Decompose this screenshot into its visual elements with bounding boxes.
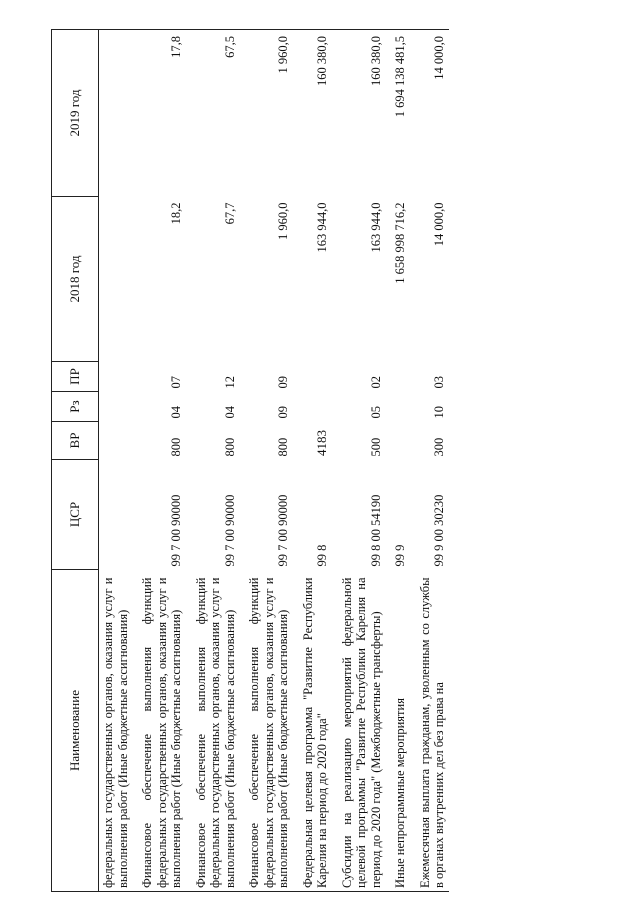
row-vr: 800 (222, 437, 237, 457)
row-pr (293, 362, 332, 392)
row-2019: 1 960,0 (239, 30, 293, 197)
row-name: Субсидии на реализацию мероприятий федеральной целевой программы "Развитие Республики Карелия на период до 2020 года" (Межбюджетные трансферты) (332, 570, 386, 892)
row-pr: 02 (368, 376, 383, 389)
table-row (132, 30, 186, 892)
row-2018: 18,2 (169, 202, 183, 225)
row-rz: 05 (368, 406, 383, 419)
row-rz: 10 (432, 406, 446, 419)
row-csr (99, 460, 133, 570)
row-2018: 67,7 (222, 202, 237, 225)
header-name: Наименование (52, 570, 99, 892)
row-2018 (99, 197, 133, 362)
row-pr: 03 (432, 376, 446, 389)
row-rz (385, 392, 410, 422)
row-csr: 99 9 (393, 544, 407, 567)
row-2019 (99, 30, 133, 197)
row-pr (385, 362, 410, 392)
row-csr: 99 9 00 30230 (432, 494, 446, 567)
row-pr: 07 (169, 376, 183, 389)
row-rz (293, 392, 332, 422)
row-2019: 17,8 (132, 30, 186, 197)
row-rz (99, 392, 133, 422)
row-vr (99, 422, 133, 460)
row-pr (99, 362, 133, 392)
row-vr (385, 422, 410, 460)
row-2019: 160 380,0 (293, 30, 332, 197)
row-vr: 800 (169, 437, 183, 457)
row-vr: 300 (432, 437, 446, 457)
row-2018: 163 944,0 (315, 202, 329, 253)
row-2018: 163 944,0 (368, 202, 383, 253)
row-2019: 1 694 138 481,5 (385, 30, 410, 197)
row-2018: 1 960,0 (276, 202, 290, 240)
row-pr: 09 (276, 376, 290, 389)
header-rz: Рз (52, 392, 99, 422)
row-vr: 800 (276, 437, 290, 457)
table-row (332, 30, 386, 892)
row-csr: 99 7 00 90000 (169, 494, 183, 567)
row-name: Финансовое обеспечение выполнения функций федеральных государственных органов, оказания услуг и выполнения работ (Иные бюджетные ассигнования) (186, 570, 240, 892)
header-2019: 2019 год (52, 30, 99, 197)
table-row (99, 30, 133, 892)
row-2018: 1 658 998 716,2 (393, 202, 407, 284)
table-row (410, 30, 449, 892)
row-vr: 500 (368, 437, 383, 457)
row-2019: 14 000,0 (410, 30, 449, 197)
header-vr: ВР (52, 422, 99, 460)
row-name: Финансовое обеспечение выполнения функций федеральных государственных органов, оказания услуг и выполнения работ (Иные бюджетные ассигнования) (132, 570, 186, 892)
table-header-row (52, 30, 99, 892)
table-row (293, 30, 332, 892)
row-vr (293, 422, 332, 460)
row-rz: 04 (169, 406, 183, 419)
rotated-page (51, 30, 606, 892)
table-row (186, 30, 240, 892)
header-csr: ЦСР (52, 460, 99, 570)
row-2019: 67,5 (186, 30, 240, 197)
row-rz: 04 (222, 406, 237, 419)
row-name: Ежемесячная выплата гражданам, уволенным со службы в органах внутренних дел без права на (410, 570, 449, 892)
page-number: 4183 (314, 430, 329, 456)
header-pr: ПР (52, 362, 99, 392)
budget-table (51, 29, 449, 892)
row-name: Иные непрограммные мероприятия (385, 570, 410, 892)
row-csr: 99 8 (315, 544, 329, 567)
header-2018: 2018 год (52, 197, 99, 362)
row-name: Федеральная целевая программа "Развитие Республики Карелия на период до 2020 года" (293, 570, 332, 892)
row-name: федеральных государственных органов, оказания услуг и выполнения работ (Иные бюджетные ассигнования) (99, 570, 133, 892)
row-csr: 99 8 00 54190 (368, 494, 383, 567)
row-rz: 09 (276, 406, 290, 419)
table-row (239, 30, 293, 892)
row-name: Финансовое обеспечение выполнения функций федеральных государственных органов, оказания услуг и выполнения работ (Иные бюджетные ассигнования) (239, 570, 293, 892)
row-2018: 14 000,0 (432, 202, 446, 247)
row-pr: 12 (222, 376, 237, 389)
row-2019: 160 380,0 (332, 30, 386, 197)
row-csr: 99 7 00 90000 (276, 494, 290, 567)
row-csr: 99 7 00 90000 (222, 494, 237, 567)
table-row (385, 30, 410, 892)
